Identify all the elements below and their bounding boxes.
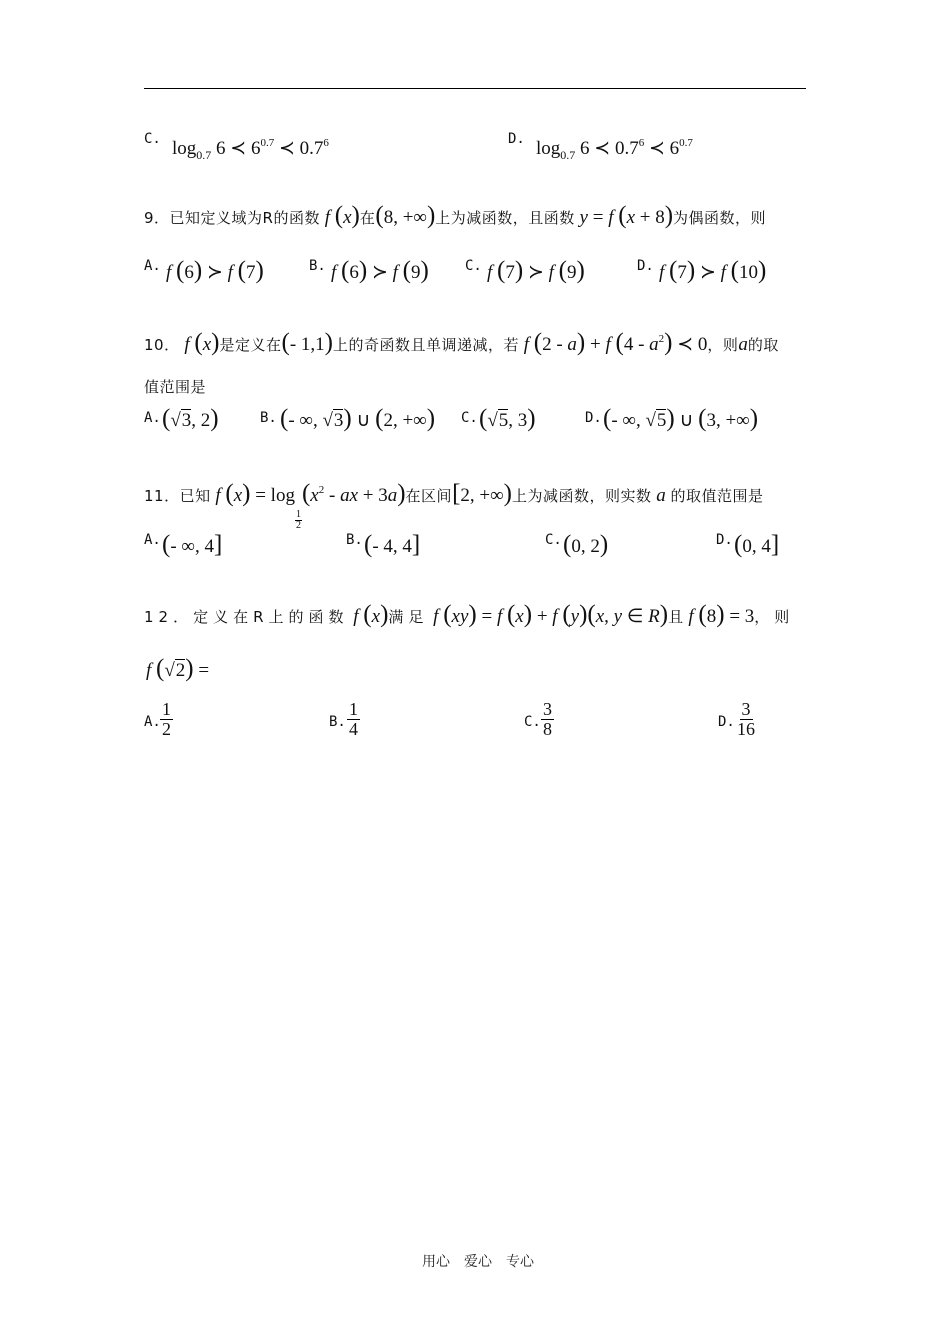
q12-option-d-fraction [735, 700, 757, 739]
q9-option-c-label: C. [465, 258, 482, 274]
q9-text-2: 在 [359, 209, 376, 227]
q8-option-d-formula: $\log_{0.7} 6$ ≺ $0.7^6$ ≺ $6^{0.7}$ [536, 137, 693, 162]
q9-interval: (8, +∞) [375, 202, 436, 229]
q9-option-b: f (6) ≻ f (9) [331, 257, 429, 284]
q11-option-a: (- ∞, 4] [162, 531, 223, 558]
q12-option-b-denominator: 4 [349, 719, 358, 739]
q12-option-d-label: D. [718, 714, 735, 730]
q10-option-d-label: D. [585, 410, 602, 426]
q11-option-b: (- 4, 4] [364, 531, 421, 558]
q8-option-c-formula: $\log_{0.7} 6$ ≺ $6^{0.7}$ ≺ $0.7^6$ [172, 137, 329, 162]
q11-var-a: a [651, 485, 671, 506]
q12-text-3: 且 [668, 608, 684, 626]
q8-option-d-label: D. [508, 131, 525, 147]
q10-option-c: (√5, 3) [479, 405, 536, 432]
q12-option-b-fraction [347, 700, 360, 739]
q11-option-c-label: C. [545, 532, 562, 548]
q9-option-c: f (7) ≻ f (9) [487, 257, 585, 284]
q12-option-b-numerator: 1 [349, 699, 358, 719]
q9-option-a: f (6) ≻ f (7) [166, 257, 264, 284]
q10-text-4: 的取 [747, 336, 779, 354]
q12-option-c-label: C. [524, 714, 541, 730]
q10-option-c-label: C. [461, 410, 478, 426]
q10-var-a: a [738, 334, 748, 355]
q10-option-a-label: A. [144, 410, 161, 426]
q10-f-x: f (x) [179, 329, 220, 356]
q10-number: 10． [144, 336, 180, 354]
q11-interval: [2, +∞) [452, 480, 512, 507]
q10-option-d: (- ∞, √5) ∪ (3, +∞) [603, 405, 759, 432]
q11-option-b-label: B. [346, 532, 363, 548]
q10-stem [144, 329, 779, 357]
q12-functional-equation: f (xy) = f (x) + f (y)(x, y ∈ R) [428, 601, 669, 628]
q12-option-c-fraction [541, 700, 554, 739]
q11-option-c: (0, 2) [563, 531, 609, 558]
q12-option-d-denominator: 16 [737, 719, 755, 739]
q11-text-1: 11．已知 [144, 487, 211, 505]
q11-option-a-label: A. [144, 532, 161, 548]
q9-f-x: f (x) [319, 202, 360, 229]
q9-text-3: 上为减函数，且函数 [435, 209, 575, 227]
q9-even-function: y = f (x + 8) [574, 202, 674, 229]
q12-option-b-label: B. [329, 714, 346, 730]
q10-text-2: 上的奇函数且单调递减，若 [332, 336, 519, 354]
q9-option-d-label: D. [637, 258, 654, 274]
q12-option-a-label: A. [144, 714, 161, 730]
q10-inequality: f (2 - a) + f $(4 - a^2)$ ≺ 0 [518, 329, 708, 356]
q11-text-2: 在区间 [405, 487, 453, 505]
q12-text-2: 满足 [388, 608, 429, 626]
q12-option-a-numerator: 1 [162, 699, 171, 719]
q11-option-d-label: D. [716, 532, 733, 548]
q8-option-c-label: C. [144, 131, 161, 147]
q10-option-b: (- ∞, √3) ∪ (2, +∞) [280, 405, 436, 432]
q12-option-c-numerator: 3 [543, 699, 552, 719]
header-rule [144, 88, 806, 89]
q12-question-expression: f (√2) = [146, 655, 210, 682]
q12-f-8: f (8) = 3 [683, 601, 755, 628]
q10-stem-line-2: 值范围是 [144, 378, 207, 396]
q10-text-1: 是定义在 [219, 336, 282, 354]
q12-option-c-denominator: 8 [543, 719, 552, 739]
q9-text-1: 9．已知定义域为R的函数 [144, 209, 320, 227]
q12-stem [144, 601, 794, 629]
q11-stem [144, 480, 764, 531]
q10-option-b-label: B. [260, 410, 277, 426]
q10-option-a: (√3, 2) [162, 405, 219, 432]
q9-option-a-label: A. [144, 258, 161, 274]
q12-text-4: ，则 [754, 608, 795, 626]
q12-f-x: f (x) [348, 601, 389, 628]
page-footer: 用心 爱心 专心 [422, 1254, 534, 1270]
q12-option-a-denominator: 2 [162, 719, 171, 739]
q10-text-3: ，则 [707, 336, 739, 354]
q11-function: f (x) = log $\frac{1}{2}$ ($x^2$ - ax + 3a) [210, 480, 406, 531]
q12-option-d-numerator: 3 [741, 699, 751, 719]
q10-interval: (- 1,1) [281, 329, 333, 356]
q12-option-a-fraction [160, 700, 173, 739]
q11-text-3: 上为减函数，则实数 [511, 487, 652, 505]
q11-text-4: 的取值范围是 [670, 487, 764, 505]
q9-option-d: f (7) ≻ f (10) [659, 257, 767, 284]
q9-stem [144, 202, 766, 230]
q9-option-b-label: B. [309, 258, 326, 274]
q11-option-d: (0, 4] [734, 531, 780, 558]
q9-text-4: 为偶函数，则 [673, 209, 767, 227]
q12-text-1: 12．定义在R上的函数 [144, 608, 349, 626]
